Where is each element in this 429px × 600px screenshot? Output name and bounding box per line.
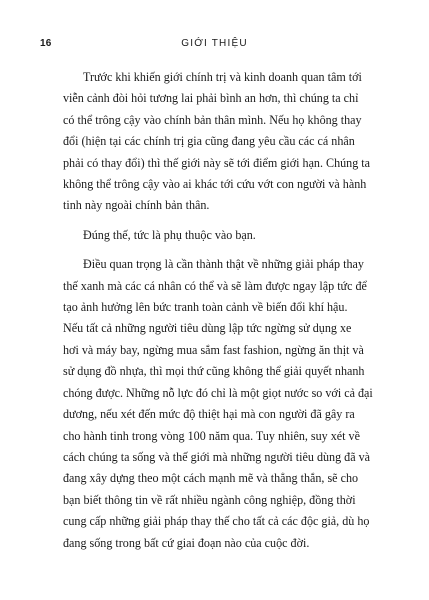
text-line: sử dụng đồ nhựa, thì mọi thứ cũng không thể giải quyết nhanh	[63, 364, 365, 379]
page-number: 16	[40, 38, 52, 49]
text-line: phải có thay đổi) thì thế giới này sẽ tới điểm giới hạn. Chúng ta	[63, 155, 371, 170]
paragraph	[63, 254, 393, 554]
text-line: đang xây dựng theo một cách mạnh mẽ và thẳng thắn, sẽ cho	[63, 471, 359, 486]
text-line: tinh này ngoài chính bản thân.	[63, 198, 210, 213]
text-line: Đúng thế, tức là phụ thuộc vào bạn.	[83, 227, 256, 242]
text-line: đổi (hiện tại các chính trị gia cũng đang yêu cầu các cá nhân	[63, 134, 355, 149]
text-line: chóng được. Những nỗ lực đó chỉ là một giọt nước so với cả đại	[63, 385, 373, 400]
text-line: Trước khi khiến giới chính trị và kinh doanh quan tâm tới	[83, 70, 362, 84]
text-line: tạo ảnh hưởng lên bức tranh toàn cảnh về biến đổi khí hậu.	[63, 300, 348, 315]
running-header	[40, 38, 389, 52]
text-line: không thể trông cậy vào ai khác tới cứu vớt con người và hành	[63, 177, 367, 192]
text-line: dương, nếu xét đến mức độ thiệt hại mà con người đã gây ra	[63, 407, 355, 422]
text-line: đang sống trong bất cứ giai đoạn nào của cuộc đời.	[63, 535, 310, 550]
text-line: Nếu tất cả những người tiêu dùng lập tức ngừng sử dụng xe	[63, 321, 352, 336]
text-line: bạn biết thông tin về rất nhiều ngành công nghiệp, đồng thời	[63, 492, 356, 507]
text-line: viễn cảnh đòi hỏi tương lai phải bình an hơn, thì chúng ta chỉ	[63, 91, 359, 106]
text-line: hơi và máy bay, ngừng mua sắm fast fashion, ngừng ăn thịt và	[63, 342, 364, 357]
text-line: cho hành tinh trong vòng 100 năm qua. Tuy nhiên, suy xét về	[63, 428, 360, 443]
paragraph	[63, 225, 393, 246]
text-line: cung cấp những giải pháp thay thế cho tất cả các độc giả, dù họ	[63, 514, 370, 529]
chapter-title: GIỚI THIỆU	[181, 38, 248, 49]
text-line: Điều quan trọng là cần thành thật về những giải pháp thay	[83, 257, 364, 272]
body-text	[63, 67, 393, 554]
paragraph	[63, 67, 393, 217]
text-line: thế xanh mà các cá nhân có thể và sẽ làm được ngay lập tức để	[63, 278, 367, 293]
text-line: có thể trông cậy vào chính bản thân mình. Nếu họ không thay	[63, 112, 362, 127]
text-line: cách chúng ta sống và thế giới mà những người tiêu dùng đã và	[63, 449, 371, 464]
